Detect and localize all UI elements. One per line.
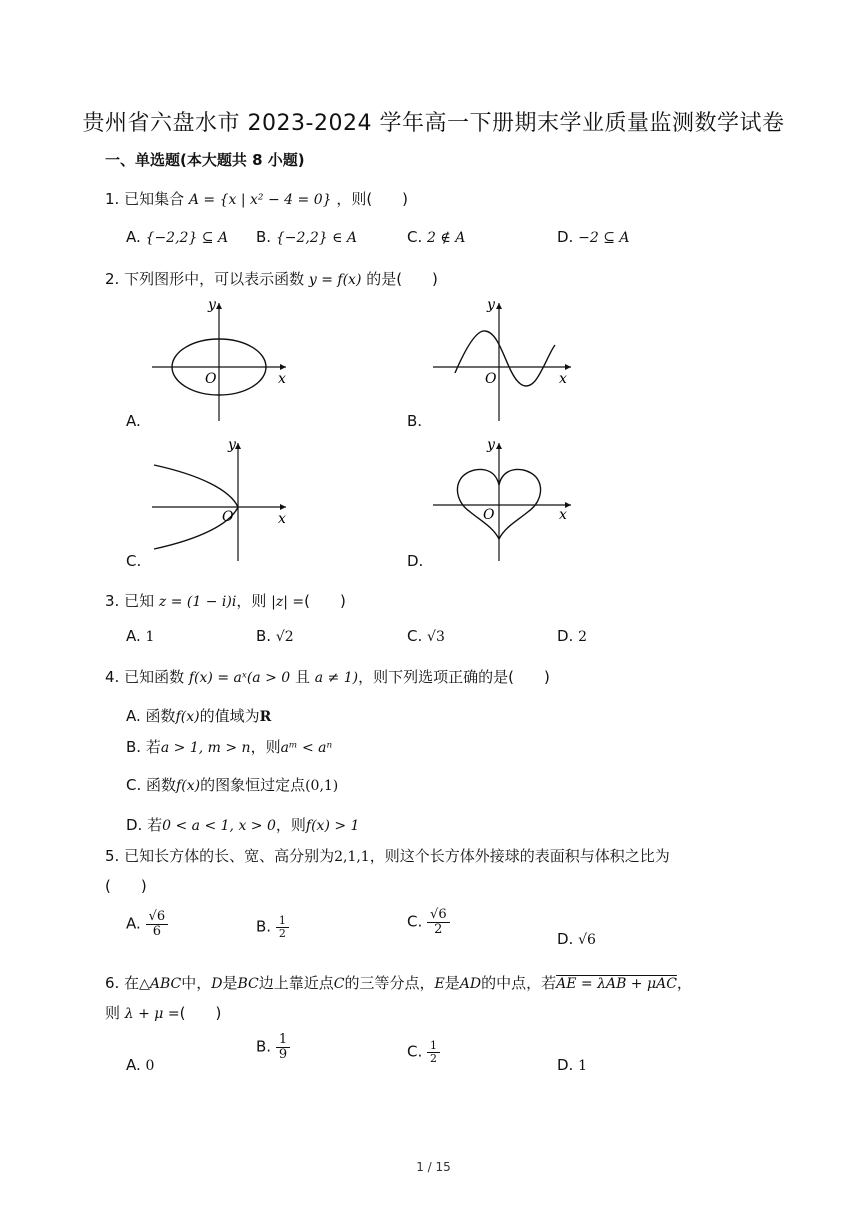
graph-b-x-label: x: [559, 371, 567, 387]
graph-a-y-label: y: [208, 297, 216, 313]
graph-a-ellipse: [140, 295, 300, 425]
question-3-option-b: B. √2: [256, 627, 294, 645]
question-1-stem: 1. 已知集合 A = {x | x² − 4 = 0} ，则( ): [105, 190, 409, 208]
question-2-option-b: B.: [407, 412, 423, 430]
question-4-option-a: A. 函数f(x)的值域为R: [126, 707, 272, 725]
graph-d-y-label: y: [487, 437, 495, 453]
question-3-stem: 3. 已知 z = (1 − i)i，则 |z| =( ): [105, 592, 346, 610]
question-3-option-d: D. 2: [557, 627, 588, 645]
question-3-option-a: A. 1: [126, 627, 155, 645]
question-6-option-b: B. $\frac{1}{9}$: [256, 1033, 290, 1061]
question-1-option-a: A. {−2,2} ⊆ A: [126, 228, 229, 246]
graph-b-origin-label: O: [485, 371, 497, 387]
graph-b-sine: [425, 295, 585, 425]
question-6-option-c: C. $\frac{1}{2}$: [407, 1040, 440, 1064]
question-3-option-c: C. √3: [407, 627, 445, 645]
question-4-option-b: B. 若a > 1, m > n，则aᵐ < aⁿ: [126, 738, 333, 756]
graph-c-x-label: x: [278, 511, 286, 527]
page-number: 1 / 15: [416, 1160, 451, 1174]
question-6-option-d: D. 1: [557, 1056, 588, 1074]
graph-c-parabola: [140, 435, 300, 565]
graph-c-origin-label: O: [222, 509, 234, 525]
graph-c-y-label: y: [228, 437, 236, 453]
question-6-stem: 6. 在△ABC中，D是BC边上靠近点C的三等分点，E是AD的中点，若AE = λAB + μAC，: [105, 974, 692, 992]
question-5-stem: 5. 已知长方体的长、宽、高分别为2,1,1，则这个长方体外接球的表面积与体积之比为: [105, 847, 670, 865]
graph-d-heart: [425, 435, 585, 565]
question-6-stem-line2: 则 λ + μ =( ): [105, 1004, 222, 1022]
question-4-option-c: C. 函数f(x)的图象恒过定点(0,1): [126, 776, 339, 794]
graph-b-y-label: y: [487, 297, 495, 313]
question-2-option-a: A.: [126, 412, 141, 430]
question-2-option-c: C.: [126, 552, 142, 570]
question-6-option-a: A. 0: [126, 1056, 155, 1074]
question-5-option-d: D. √6: [557, 930, 596, 948]
question-5-stem-line2: ( ): [105, 877, 147, 895]
question-2-stem: 2. 下列图形中，可以表示函数 y = f(x) 的是( ): [105, 270, 438, 288]
question-2-option-d: D.: [407, 552, 424, 570]
question-1-option-c: C. 2 ∉ A: [407, 228, 466, 246]
question-1-option-b: B. {−2,2} ∈ A: [256, 228, 358, 246]
graph-d-origin-label: O: [483, 507, 495, 523]
question-4-stem: 4. 已知函数 f(x) = aˣ(a > 0 且 a ≠ 1)，则下列选项正确的是( ): [105, 668, 550, 686]
graph-d-x-label: x: [559, 507, 567, 523]
question-4-option-d: D. 若0 < a < 1, x > 0，则f(x) > 1: [126, 816, 360, 834]
graph-a-x-label: x: [278, 371, 286, 387]
page-title: 贵州省六盘水市 2023-2024 学年高一下册期末学业质量监测数学试卷: [82, 111, 785, 136]
question-5-option-b: B. $\frac{1}{2}$: [256, 915, 289, 939]
question-5-option-a: A. $\frac{√6}{6}$: [126, 910, 168, 938]
section-heading: 一、单选题(本大题共 8 小题): [105, 151, 305, 169]
question-5-option-c: C. $\frac{√6}{2}$: [407, 908, 450, 936]
question-1-option-d: D. −2 ⊆ A: [557, 228, 630, 246]
graph-a-origin-label: O: [205, 371, 217, 387]
